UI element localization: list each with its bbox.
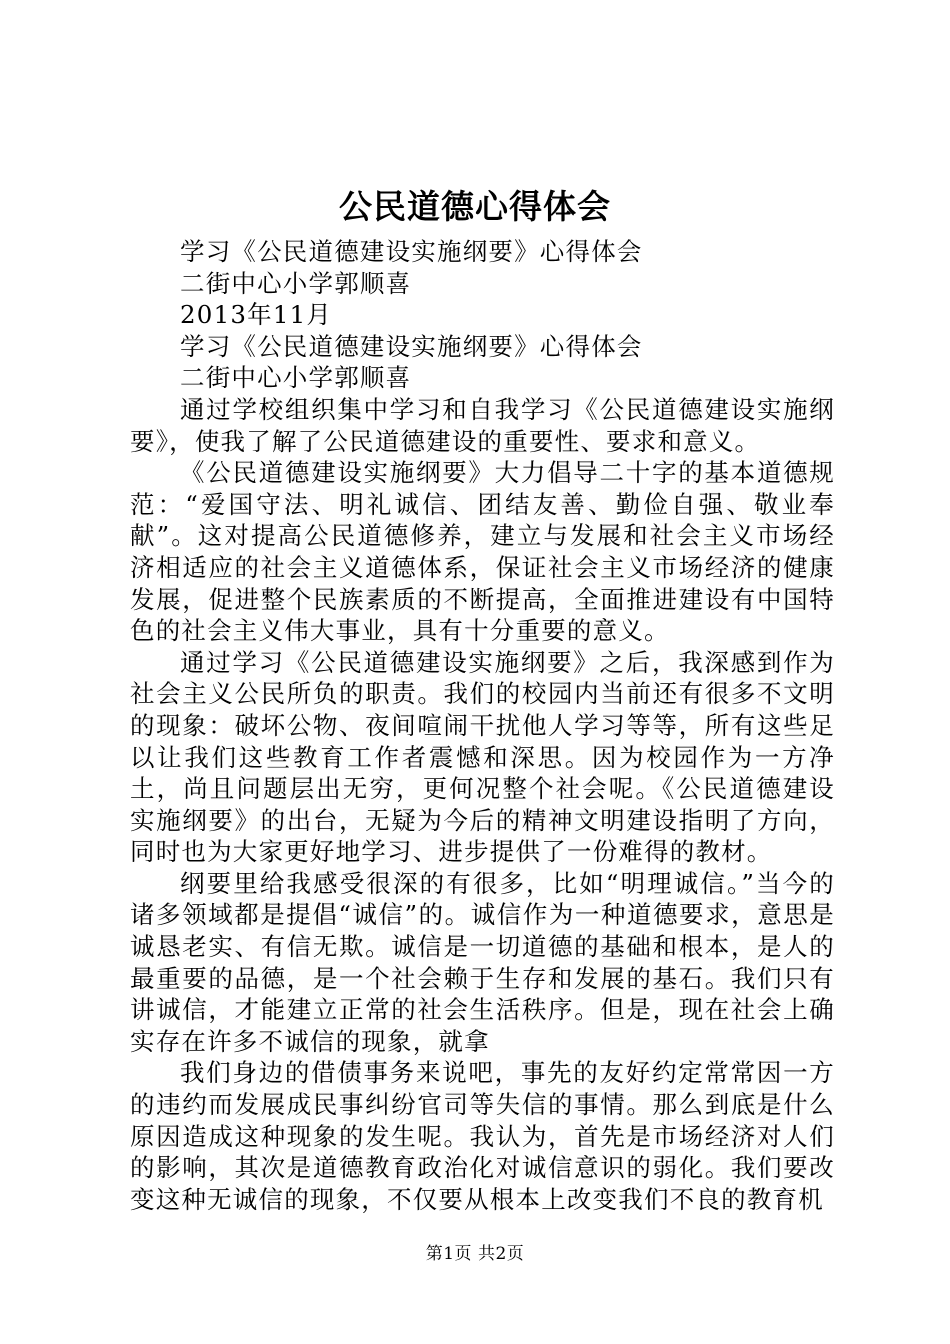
body-paragraph: 通过学校组织集中学习和自我学习《公民道德建设实施纲要》，使我了解了公民道德建设的重要性、要求和意义。	[130, 394, 835, 456]
document-body	[130, 236, 835, 1215]
page-footer: 第1页 共2页	[425, 1244, 525, 1264]
body-paragraph: 通过学习《公民道德建设实施纲要》之后，我深感到作为社会主义公民所负的职责。我们的校园内当前还有很多不文明的现象：破坏公物、夜间喧闹干扰他人学习等等，所有这些足以让我们这些教育工作者震憾和深思。因为校园作为一方净土，尚且问题层出无穷，更何况整个社会呢。《公民道德建设实施纲要》的出台，无疑为今后的精神文明建设指明了方向，同时也为大家更好地学习、进步提供了一份难得的教材。	[130, 647, 835, 867]
author-line: 二街中心小学郭顺喜	[180, 268, 412, 298]
body-paragraph: 纲要里给我感受很深的有很多，比如“明理诚信。”当今的诸多领域都是提倡“诚信”的。诚信作为一种道德要求，意思是诚恳老实、有信无欺。诚信是一切道德的基础和根本，是人的最重要的品德，是一个社会赖于生存和发展的基石。我们只有讲诚信，才能建立正常的社会生活秩序。但是，现在社会上确实存在许多不诚信的现象，就拿	[130, 868, 835, 1056]
subtitle-line-repeat: 学习《公民道德建设实施纲要》心得体会	[180, 331, 643, 361]
author-line-repeat: 二街中心小学郭顺喜	[180, 363, 412, 393]
body-paragraph: 《公民道德建设实施纲要》大力倡导二十字的基本道德规范：“爱国守法、明礼诚信、团结友善、勤俭自强、敬业奉献”。这对提高公民道德修养，建立与发展和社会主义市场经济相适应的社会主义道德体系，保证社会主义市场经济的健康发展，促进整个民族素质的不断提高，全面推进建设有中国特色的社会主义伟大事业，具有十分重要的意义。	[130, 458, 835, 646]
subtitle-line: 学习《公民道德建设实施纲要》心得体会	[180, 237, 643, 266]
body-paragraph: 我们身边的借债事务来说吧，事先的友好约定常常因一方的违约而发展成民事纠纷官司等失信的事情。那么到底是什么原因造成这种现象的发生呢。我认为，首先是市场经济对人们的影响，其次是道德教育政治化对诚信意识的弱化。我们要改变这种无诚信的现象，不仅要从根本上改变我们不良的教育机	[130, 1058, 835, 1214]
date-line: 2013年11月	[180, 300, 333, 330]
document-title: 公民道德心得体会	[339, 187, 611, 226]
